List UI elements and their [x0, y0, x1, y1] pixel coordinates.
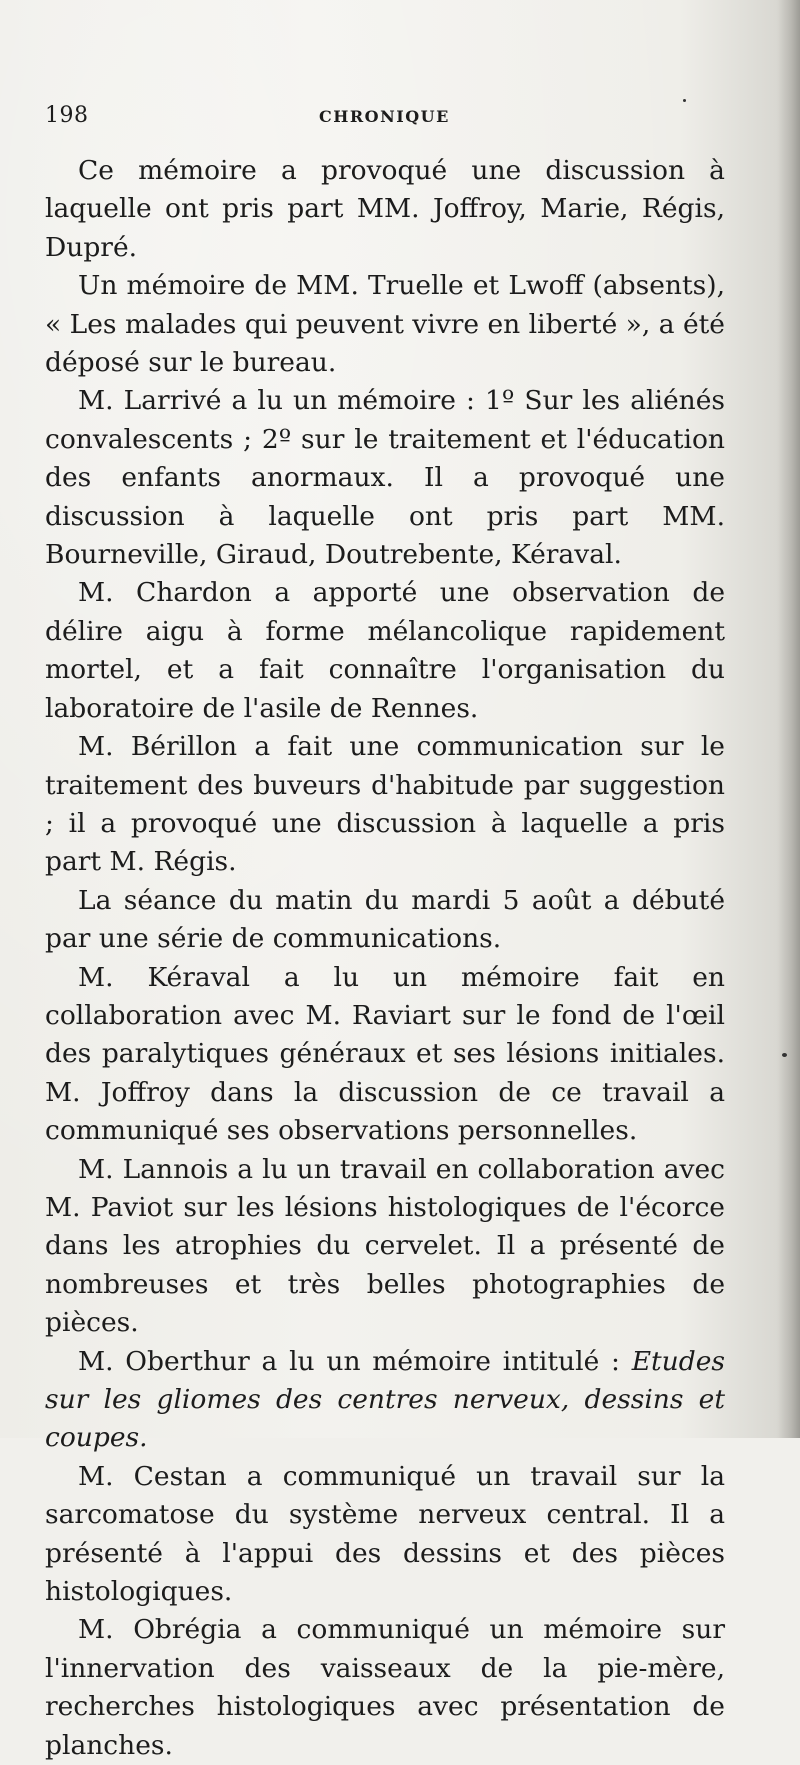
- paragraph: Ce mémoire a provoqué une discussion à laquelle ont pris part MM. Joffroy, Marie, Régis, Dupré.: [45, 155, 725, 263]
- paragraph: M. Kéraval a lu un mémoire fait en collaboration avec M. Raviart sur le fond de l'œil des paralytiques généraux et ses lésions initiales. M. Joffroy dans la discussion de ce travail a communiqué ses observations personnelles.: [45, 961, 725, 1147]
- work-title: Etudes sur les gliomes des centres nerveux, dessins et coupes.: [45, 1345, 725, 1454]
- paragraph: Un mémoire de MM. Truelle et Lwoff (absents), « Les malades qui peuvent vivre en liberté », a été déposé sur le bureau.: [45, 270, 725, 379]
- page-number: 198: [45, 103, 89, 128]
- paragraph: La séance du matin du mardi 5 août a débuté par une série de communications.: [45, 884, 725, 955]
- body-text: [45, 152, 725, 1765]
- paragraph: M. Cestan a communiqué un travail sur la sarcomatose du système nerveux central. Il a présenté à l'appui des dessins et des pièces histologiques.: [45, 1460, 725, 1608]
- paragraph: M. Obrégia a communiqué un mémoire sur l'innervation des vaisseaux de la pie-mère, recherches histologiques avec présentation de planches.: [45, 1614, 725, 1761]
- paragraph-lead: M. Oberthur a lu un mémoire intitulé :: [78, 1345, 632, 1377]
- ink-speck: [683, 99, 686, 102]
- paragraph: M. Bérillon a fait une communication sur le traitement des buveurs d'habitude par suggestion ; il a provoqué une discussion à laquelle a pris part M. Régis.: [45, 731, 725, 878]
- paragraph: M. Chardon a apporté une observation de délire aigu à forme mélancolique rapidement mortel, et a fait connaître l'organisation du laboratoire de l'asile de Rennes.: [45, 577, 725, 724]
- paragraph-oberthur: [45, 1343, 725, 1458]
- page-edge-shadow: [778, 0, 800, 1438]
- ink-speck: [782, 1053, 787, 1057]
- page-header: [45, 103, 745, 137]
- paragraph: M. Larrivé a lu un mémoire : 1º Sur les aliénés convalescents ; 2º sur le traitement et l'éducation des enfants anormaux. Il a provoqué une discussion à laquelle ont pris part MM. Bourneville, Giraud, Doutrebente, Kéraval.: [45, 385, 725, 571]
- paragraph: M. Lannois a lu un travail en collaboration avec M. Paviot sur les lésions histologiques de l'écorce dans les atrophies du cervelet. Il a présenté de nombreuses et très belles photographies de pièces.: [45, 1153, 725, 1339]
- running-title: CHRONIQUE: [319, 107, 450, 126]
